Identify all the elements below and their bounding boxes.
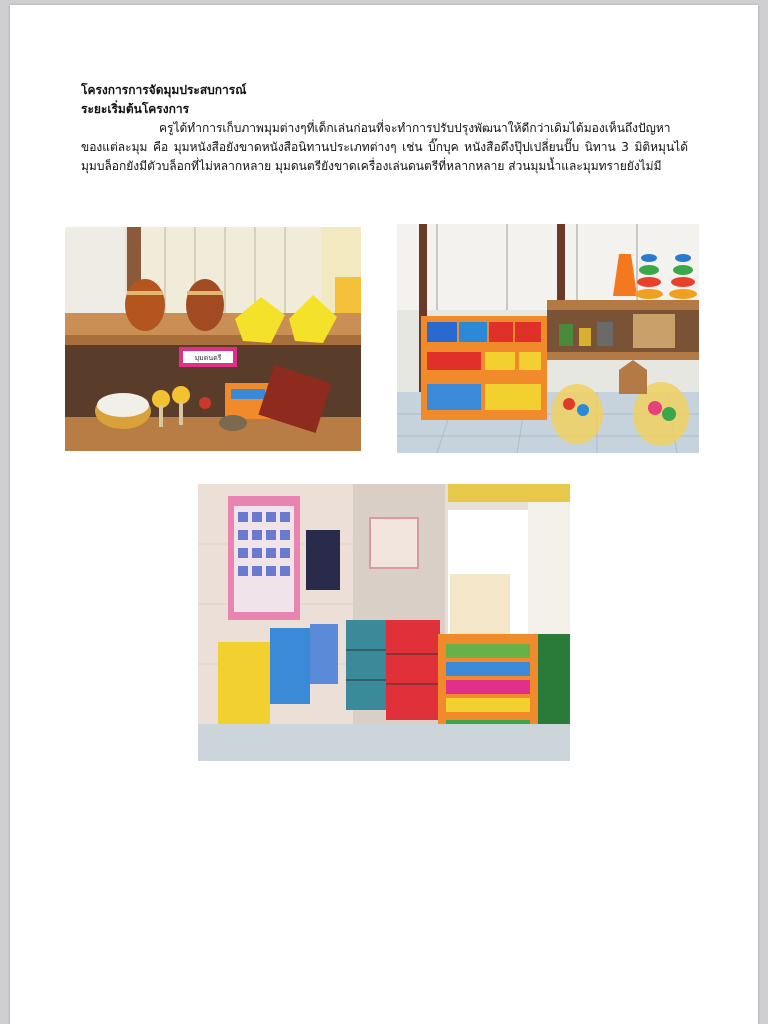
blocks-corner-photo xyxy=(397,224,699,453)
document-title: โครงการการจัดมุมประสบการณ์ xyxy=(81,83,247,97)
music-corner-photo xyxy=(65,227,361,451)
document-subtitle: ระยะเริ่มต้นโครงการ xyxy=(81,102,190,116)
text-block xyxy=(81,81,688,176)
book-corner-photo xyxy=(198,484,570,761)
document-paragraph: ครูได้ทำการเก็บภาพมุมต่างๆที่เด็กเล่นก่อนที่จะทำการปรับปรุงพัฒนาให้ดีกว่าเดิมได้มองเห็นถึงปัญหาของแต่ละมุม คือ มุมหนังสือยังขาดหนังสือนิทานประเภทต่างๆ เช่น บิ๊กบุค หนังสือดึงปุ๊ปเปลี่ยนปั๊บ นิทาน 3 มิติหมุนได้ มุมบล็อกยังมีตัวบล็อกที่ไม่หลากหลาย มุมดนตรียังขาดเครื่องเล่นดนตรีที่หลากหลาย ส่วนมุมน้ำและมุมทรายยังไม่มี xyxy=(81,121,688,173)
music-corner-sign: มุมดนตรี xyxy=(194,354,222,362)
document-page xyxy=(10,5,758,1024)
